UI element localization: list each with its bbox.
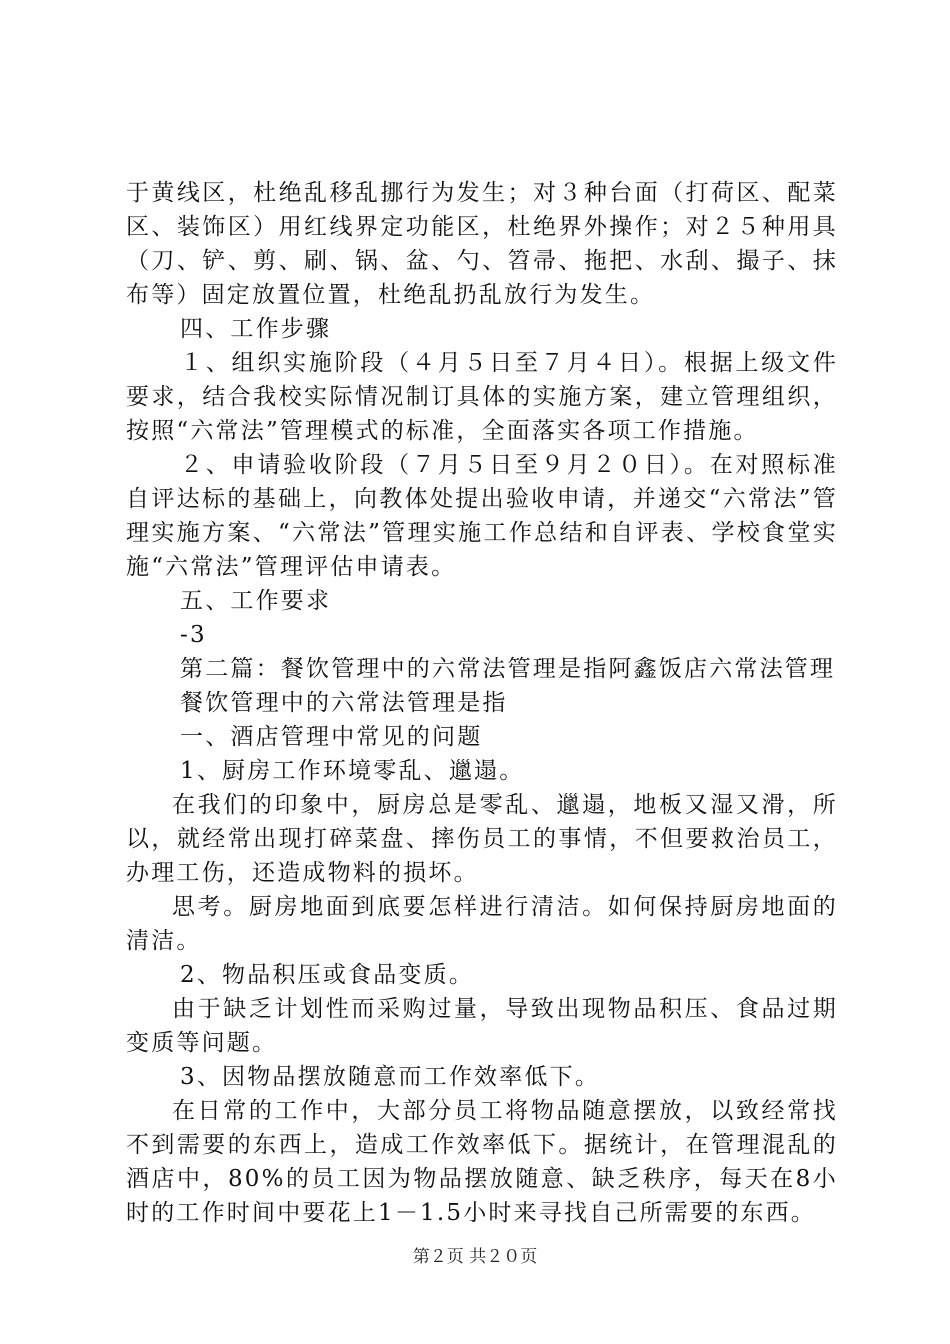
- body-text: [126, 176, 838, 1230]
- subheading: 2、物品积压或食品变质。: [180, 962, 475, 988]
- subheading: 1、厨房工作环境零乱、邋遢。: [180, 758, 525, 784]
- section-heading: 一、酒店管理中常见的问题: [180, 724, 483, 750]
- section-heading: 五、工作要求: [180, 588, 332, 614]
- paragraph: 在日常的工作中，大部分员工将物品随意摆放，以致经常找不到需要的东西上，造成工作效率低下。据统计，在管理混乱的酒店中，80%的员工因为物品摆放随意、缺乏秩序，每天在8小时的工作时间中要花上1－1.5小时来寻找自己所需要的东西。: [126, 1098, 838, 1226]
- paragraph: 在我们的印象中，厨房总是零乱、邋遢，地板又湿又滑，所以，就经常出现打碎菜盘、摔伤员工的事情，不但要救治员工，办理工伤，还造成物料的损坏。: [126, 792, 838, 886]
- page-footer: 第２页 共２０页: [412, 1247, 538, 1267]
- paragraph: 思考。厨房地面到底要怎样进行清洁。如何保持厨房地面的清洁。: [126, 894, 838, 954]
- page-marker: -3: [180, 622, 207, 648]
- subheading: 3、因物品摆放随意而工作效率低下。: [180, 1064, 601, 1090]
- section-heading: 四、工作步骤: [180, 316, 332, 342]
- paragraph: 于黄线区，杜绝乱移乱挪行为发生；对３种台面（打荷区、配菜区、装饰区）用红线界定功能区，杜绝界外操作；对２５种用具（刀、铲、剪、刷、锅、盆、勺、笤帚、拖把、水刮、撮子、抹布等）固定放置位置，杜绝乱扔乱放行为发生。: [126, 180, 838, 308]
- paragraph: ２、申请验收阶段（７月５日至９月２０日）。在对照标准自评达标的基础上，向教体处提出验收申请，并递交“六常法”管理实施方案、“六常法”管理实施工作总结和自评表、学校食堂实施“六常法”管理评估申请表。: [126, 452, 838, 580]
- paragraph: 由于缺乏计划性而采购过量，导致出现物品积压、食品过期变质等问题。: [126, 996, 838, 1056]
- paragraph: 餐饮管理中的六常法管理是指: [180, 690, 508, 716]
- chapter-heading: 第二篇：餐饮管理中的六常法管理是指阿鑫饭店六常法管理: [180, 656, 836, 682]
- paragraph: １、组织实施阶段（４月５日至７月４日）。根据上级文件要求，结合我校实际情况制订具体的实施方案，建立管理组织，按照“六常法”管理模式的标准，全面落实各项工作措施。: [126, 350, 838, 444]
